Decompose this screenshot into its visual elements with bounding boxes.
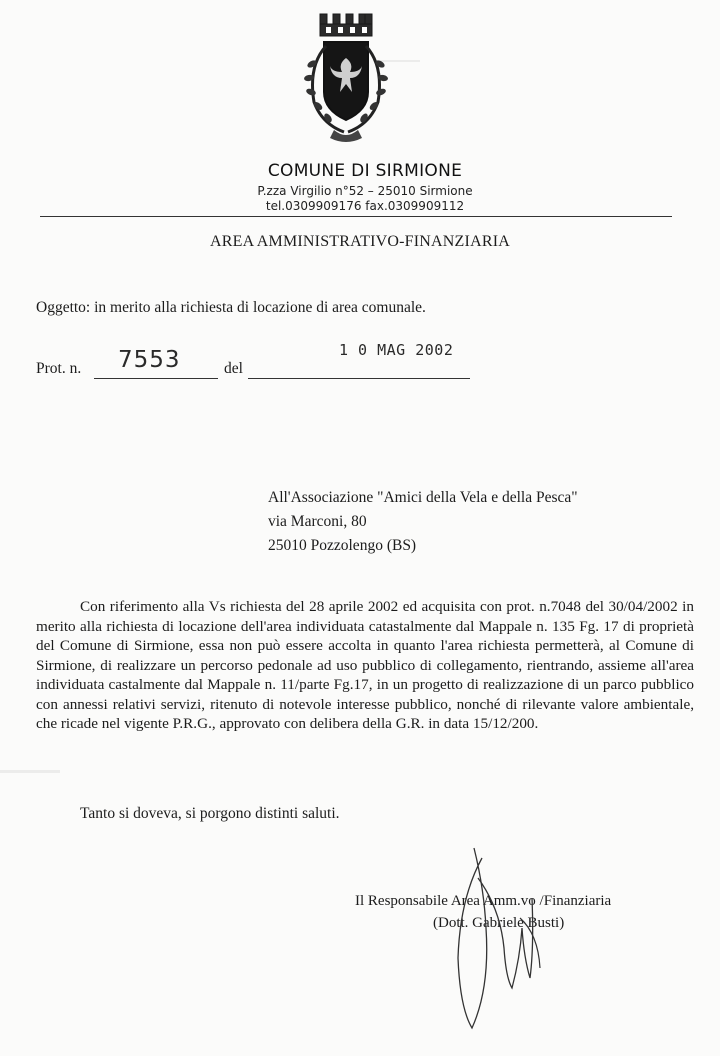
signatory-name: (Dott. Gabriele Busti) <box>433 915 565 931</box>
scan-artifact <box>0 770 60 773</box>
protocol-number-underline <box>94 378 218 379</box>
department-heading: AREA AMMINISTRATIVO-FINANZIARIA <box>210 233 510 250</box>
signatory-role: Il Responsabile Area Amm.vo /Finanziaria <box>355 893 612 909</box>
handwritten-signature <box>420 838 600 1038</box>
addressee-city: 25010 Pozzolengo (BS) <box>268 537 417 554</box>
municipality-address: P.zza Virgilio n°52 – 25010 Sirmione <box>257 184 473 198</box>
protocol-label: Prot. n. <box>36 360 82 377</box>
letter-body: Con riferimento alla Vs richiesta del 28 aprile 2002 ed acquisita con prot. n.7048 del 30/04/2002 in merito alla richiesta di locazione dell'area individuata catastalmente dal Mappale n. 135 Fg. 17 di proprietà del Comune di Sirmione, essa non può essere accolta in quanto l'area richiesta permetterà, al Comune di Sirmione, di realizzare un percorso pedonale ad uso pubblico di collegamento, rientrando, assieme all'area individuata castalmente dal Mappale n. 11/parte Fg.17, in un progetto di realizzazione di un parco pubblico con annessi relativi servizi, ritenuto di notevole interesse pubblico, nonché di rilevante valore ambientale, che ricade nel vigente P.R.G., approvato con delibera della G.R. in data 15/12/200. <box>36 598 694 732</box>
protocol-number: 7553 <box>118 347 181 373</box>
date-stamp: 1 0 MAG 2002 <box>339 341 454 359</box>
letterhead-divider <box>40 216 672 217</box>
municipality-name: COMUNE DI SIRMIONE <box>267 161 463 181</box>
addressee-block <box>268 486 578 558</box>
subject-line: Oggetto: in merito alla richiesta di locazione di area comunale. <box>36 299 426 316</box>
addressee-street: via Marconi, 80 <box>268 513 367 530</box>
municipality-phone: tel.0309909176 fax.0309909112 <box>265 199 465 213</box>
date-underline <box>248 378 470 379</box>
addressee-name: All'Associazione "Amici della Vela e della Pesca" <box>268 489 578 506</box>
closing-salutation: Tanto si doveva, si porgono distinti saluti. <box>80 805 340 822</box>
coat-of-arms-icon <box>296 6 396 146</box>
date-label: del <box>224 360 243 377</box>
